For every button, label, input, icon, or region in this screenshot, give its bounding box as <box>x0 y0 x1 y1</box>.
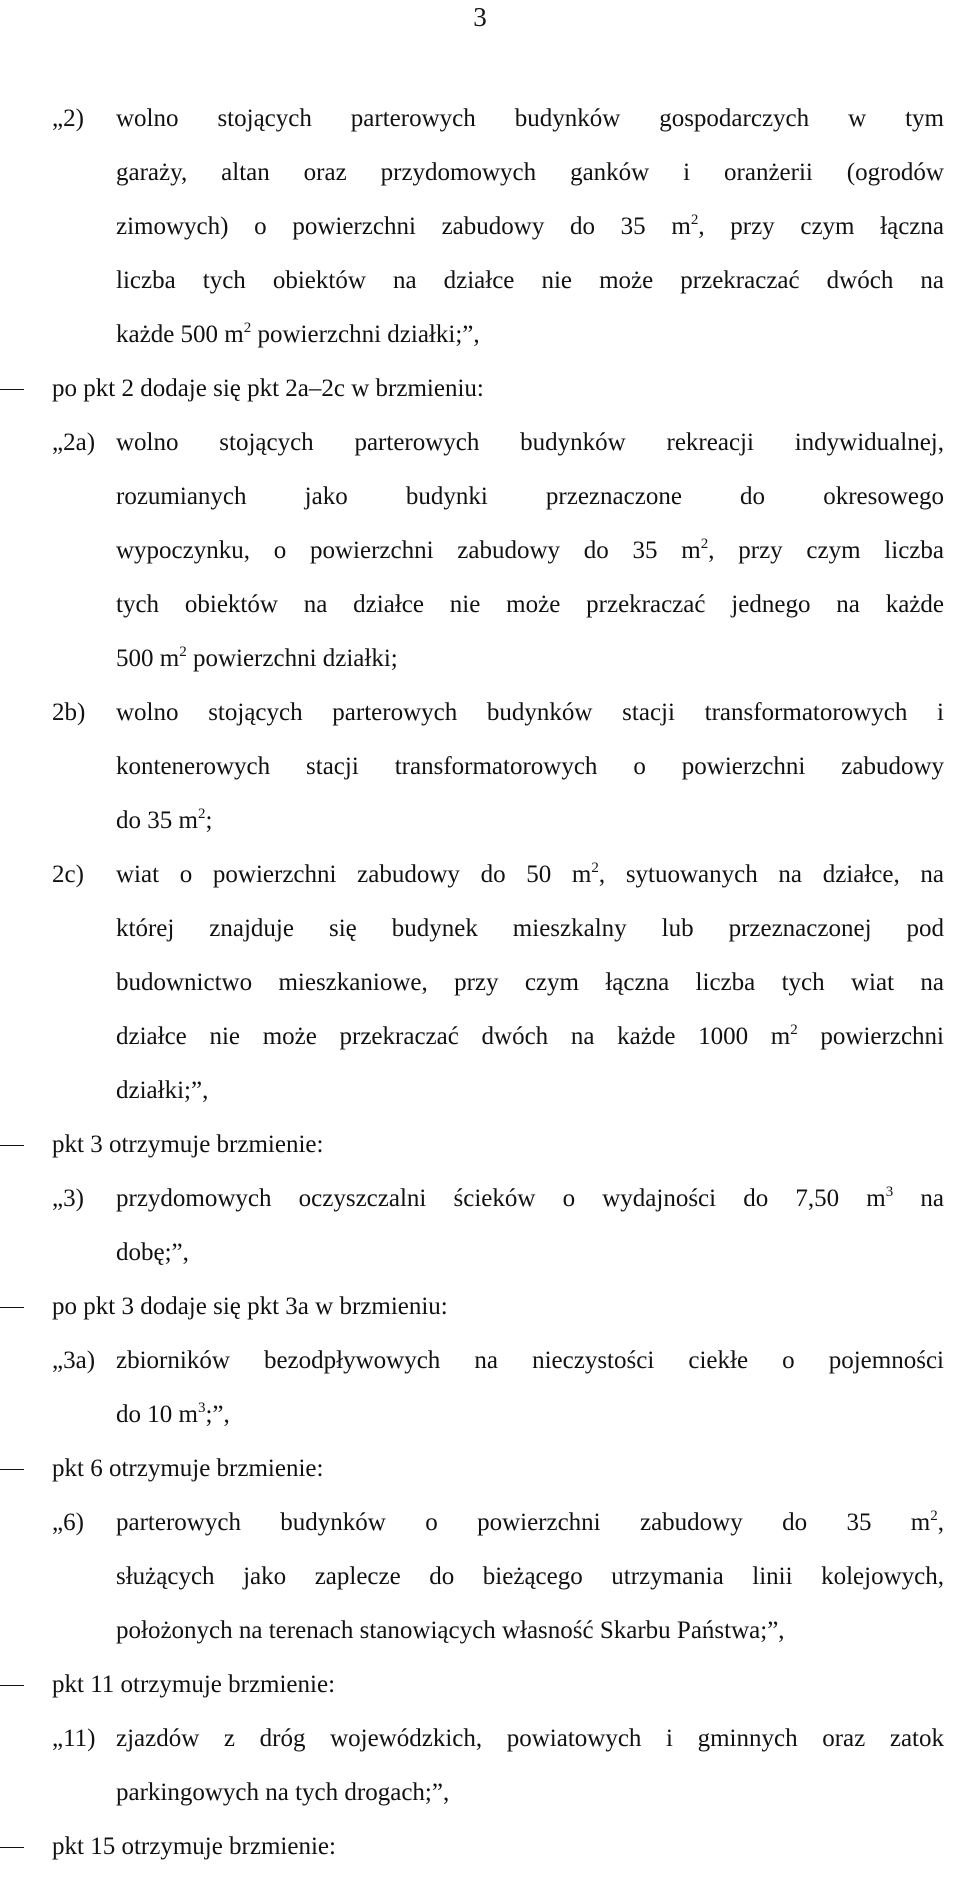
item-number: „2a) <box>52 429 96 456</box>
item-number: 2b) <box>52 699 86 726</box>
item-2 <box>0 101 960 155</box>
dash-marker <box>0 1145 24 1146</box>
text-line: wolno stojących parterowych budynków stacji transformatorowych i <box>116 699 944 726</box>
amendment-instruction: pkt 11 otrzymuje brzmienie: <box>0 1667 960 1721</box>
item-3a <box>0 1343 960 1397</box>
text-line: każde 500 $m^2$ powierzchni działki;”, <box>116 320 480 348</box>
text-line: wolno stojących parterowych budynków gospodarczych w tym <box>116 105 944 132</box>
dash-marker <box>0 1307 24 1308</box>
item-6 <box>0 1505 960 1559</box>
item-2c <box>0 857 960 911</box>
item-number: „11) <box>52 1725 96 1752</box>
text-line: przydomowych oczyszczalni ścieków o wydajności do 7,50 $m^3$ na <box>116 1184 944 1212</box>
text-line: budownictwo mieszkaniowe, przy czym łączna liczba tych wiat na <box>116 969 944 996</box>
text-line: działce nie może przekraczać dwóch na każde 1000 $m^2$ powierzchni <box>116 1022 944 1050</box>
amendment-instruction: pkt 3 otrzymuje brzmienie: <box>0 1127 960 1181</box>
text-line: rozumianych jako budynki przeznaczone do okresowego <box>116 483 944 510</box>
item-3 <box>0 1181 960 1235</box>
page-number: 3 <box>473 2 487 32</box>
text-line: 500 $m^2$ powierzchni działki; <box>116 644 398 672</box>
item-2a <box>0 425 960 479</box>
text-line: wolno stojących parterowych budynków rekreacji indywidualnej, <box>116 429 944 456</box>
item-number: 2c) <box>52 861 84 888</box>
text-line: wiat o powierzchni zabudowy do 50 $m^2$, sytuowanych na działce, na <box>116 860 945 888</box>
text-line: zbiorników bezodpływowych na nieczystości ciekłe o pojemności <box>116 1347 944 1374</box>
amendment-instruction: pkt 6 otrzymuje brzmienie: <box>0 1451 960 1505</box>
text-line: zjazdów z dróg wojewódzkich, powiatowych i gminnych oraz zatok <box>116 1725 944 1752</box>
text-line: której znajduje się budynek mieszkalny lub przeznaczonej pod <box>116 915 944 942</box>
text-line: parterowych budynków o powierzchni zabudowy do 35 $m^2$, <box>116 1508 944 1536</box>
dash-marker <box>0 1469 24 1470</box>
text-line: parkingowych na tych drogach;”, <box>116 1779 450 1806</box>
text-line: tych obiektów na działce nie może przekraczać jednego na każde <box>116 591 944 618</box>
item-number: „3) <box>52 1185 84 1212</box>
text-line: zimowych) o powierzchni zabudowy do 35 $m^2$, przy czym łączna <box>116 212 944 240</box>
item-11 <box>0 1721 960 1775</box>
text-line: położonych na terenach stanowiących własność Skarbu Państwa;”, <box>116 1617 785 1644</box>
text-line: liczba tych obiektów na działce nie może przekraczać dwóch na <box>116 267 944 294</box>
dash-marker <box>0 1685 24 1686</box>
document-body <box>0 101 960 1883</box>
item-number: „6) <box>52 1509 84 1536</box>
text-line: służących jako zaplecze do bieżącego utrzymania linii kolejowych, <box>116 1563 944 1590</box>
amendment-instruction: po pkt 3 dodaje się pkt 3a w brzmieniu: <box>0 1289 960 1343</box>
text-line: do 35 $m^2$; <box>116 806 213 834</box>
text-line: garaży, altan oraz przydomowych ganków i oranżerii (ogrodów <box>116 159 944 186</box>
dash-marker <box>0 389 24 390</box>
text-line: kontenerowych stacji transformatorowych o powierzchni zabudowy <box>116 753 944 780</box>
amendment-instruction: po pkt 2 dodaje się pkt 2a–2c w brzmieniu: <box>0 371 960 425</box>
item-number: „2) <box>52 105 84 132</box>
dash-marker <box>0 1847 24 1848</box>
text-line: do 10 $m^3$;”, <box>116 1400 230 1428</box>
item-2b <box>0 695 960 749</box>
text-line: dobę;”, <box>116 1239 189 1266</box>
item-number: „3a) <box>52 1347 96 1374</box>
amendment-instruction: pkt 15 otrzymuje brzmienie: <box>0 1829 960 1883</box>
text-line: wypoczynku, o powierzchni zabudowy do 35 $m^2$, przy czym liczba <box>116 536 944 564</box>
text-line: działki;”, <box>116 1077 209 1104</box>
